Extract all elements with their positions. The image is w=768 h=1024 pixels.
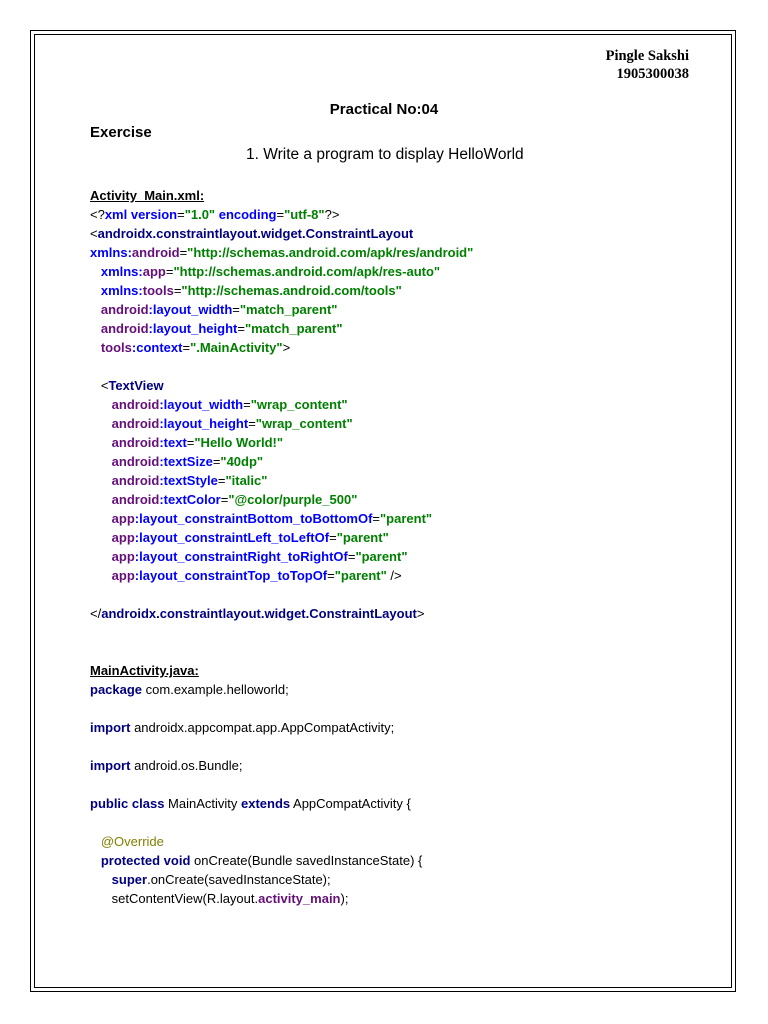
code-token: xmlns: [90, 245, 132, 260]
code-token: extends [241, 796, 291, 811]
exercise-label: Exercise [90, 124, 152, 141]
code-line [90, 224, 730, 243]
code-token: "http://schemas.android.com/tools" [181, 283, 402, 298]
code-token [90, 283, 101, 298]
code-token [90, 340, 101, 355]
code-token: public class [90, 796, 165, 811]
code-token: < [90, 378, 109, 393]
code-token: :layout_width [159, 397, 244, 412]
code-token: "wrap_content" [250, 397, 348, 412]
code-token [90, 454, 112, 469]
code-token: "utf-8" [284, 207, 325, 222]
code-token: "match_parent" [239, 302, 338, 317]
code-line [90, 813, 730, 832]
code-token: android [111, 492, 160, 507]
code-token: :layout_constraintBottom_toBottomOf [134, 511, 373, 526]
code-token: "http://schemas.android.com/apk/res-auto" [173, 264, 441, 279]
code-token: android [111, 416, 160, 431]
code-line [90, 737, 730, 756]
code-token: ?> [324, 207, 340, 222]
code-line [90, 262, 730, 281]
code-token: xml version [104, 207, 178, 222]
code-token: :textStyle [159, 473, 218, 488]
code-line [90, 547, 730, 566]
code-token: app [142, 264, 166, 279]
code-line [90, 604, 730, 623]
code-token: android [111, 473, 160, 488]
code-line [90, 585, 730, 604]
author-name: Pingle Sakshi [605, 48, 689, 64]
code-token: > [282, 340, 291, 355]
code-token [90, 530, 112, 545]
code-listing [90, 186, 730, 908]
code-token: = [237, 321, 245, 336]
code-token: xmlns: [100, 264, 143, 279]
code-line [90, 205, 730, 224]
code-token: :context [131, 340, 183, 355]
code-line [90, 300, 730, 319]
code-line [90, 832, 730, 851]
code-line [90, 718, 730, 737]
code-line [90, 851, 730, 870]
code-token: :text [159, 435, 187, 450]
code-token: "italic" [225, 473, 268, 488]
code-token: app [111, 568, 135, 583]
code-token: "parent" [334, 568, 387, 583]
code-token [90, 549, 112, 564]
code-token: android [100, 302, 149, 317]
code-line [90, 357, 730, 376]
code-token: AppCompatActivity { [290, 796, 411, 811]
code-token: = [177, 207, 185, 222]
code-token [90, 435, 112, 450]
code-token [90, 416, 112, 431]
code-token: = [232, 302, 240, 317]
code-token: = [220, 492, 229, 507]
code-token: = [347, 549, 356, 564]
code-token: app [111, 511, 135, 526]
code-token [90, 872, 112, 887]
code-token: android [131, 245, 180, 260]
code-token [90, 853, 101, 868]
code-token: androidx.constraintlayout.widget.ConstraintLayout [101, 606, 417, 621]
code-token: onCreate(Bundle savedInstanceState) { [190, 853, 423, 868]
code-token: :layout_constraintTop_toTopOf [134, 568, 328, 583]
code-token: app [111, 549, 135, 564]
code-token: = [182, 340, 191, 355]
code-token: = [276, 207, 285, 222]
code-line [90, 794, 730, 813]
code-token [90, 511, 112, 526]
code-token: protected void [100, 853, 191, 868]
code-token: tools [142, 283, 174, 298]
spacer [90, 623, 730, 642]
code-line [90, 889, 730, 908]
code-token: "wrap_content" [255, 416, 353, 431]
code-token: "@color/purple_500" [228, 492, 358, 507]
code-line [90, 414, 730, 433]
xml-code-block [90, 205, 730, 623]
code-token [90, 492, 112, 507]
task-statement: 1. Write a program to display HelloWorld [246, 146, 524, 163]
code-token: androidx.constraintlayout.widget.ConstraintLayout [97, 226, 414, 241]
code-token [90, 397, 112, 412]
code-token: "parent" [355, 549, 408, 564]
code-token: android [111, 435, 160, 450]
code-line [90, 699, 730, 718]
code-line [90, 243, 730, 262]
code-token: "match_parent" [244, 321, 343, 336]
code-token [90, 834, 101, 849]
code-token: package [90, 682, 143, 697]
code-line [90, 528, 730, 547]
code-line [90, 775, 730, 794]
code-token: setContentView(R.layout. [90, 891, 259, 906]
code-line [90, 680, 730, 699]
code-line [90, 870, 730, 889]
code-token: com.example.helloworld; [142, 682, 289, 697]
code-line [90, 452, 730, 471]
code-token: :layout_width [148, 302, 233, 317]
code-line [90, 338, 730, 357]
code-token: import [90, 758, 131, 773]
code-token: TextView [108, 378, 164, 393]
code-token [90, 321, 101, 336]
code-token [90, 473, 112, 488]
code-token: encoding [218, 207, 277, 222]
code-token: "1.0" [184, 207, 216, 222]
code-token [90, 568, 112, 583]
code-token: @Override [100, 834, 164, 849]
code-token: :textColor [159, 492, 221, 507]
code-token: = [179, 245, 188, 260]
code-token: android.os.Bundle; [130, 758, 243, 773]
author-roll-number: 1905300038 [616, 66, 689, 82]
code-token: xmlns: [100, 283, 143, 298]
code-token: /> [386, 568, 402, 583]
code-token: = [186, 435, 195, 450]
code-token [90, 264, 101, 279]
code-token: androidx.appcompat.app.AppCompatActivity; [130, 720, 395, 735]
code-token: ); [340, 891, 349, 906]
code-token: < [90, 226, 98, 241]
xml-section-heading: Activity_Main.xml: [90, 188, 205, 203]
code-token: = [173, 283, 182, 298]
code-line [90, 509, 730, 528]
code-token: app [111, 530, 135, 545]
code-token: = [243, 397, 251, 412]
code-token: = [372, 511, 380, 526]
code-token: tools [100, 340, 132, 355]
code-token: :layout_constraintLeft_toLeftOf [134, 530, 330, 545]
code-token: :textSize [159, 454, 213, 469]
code-line [90, 756, 730, 775]
code-line [90, 490, 730, 509]
author-block [606, 47, 689, 83]
java-code-block [90, 680, 730, 908]
code-token: :layout_height [159, 416, 249, 431]
java-section-heading: MainActivity.java: [90, 663, 199, 678]
code-token: = [212, 454, 221, 469]
code-line [90, 566, 730, 585]
code-token: "http://schemas.android.com/apk/res/android" [187, 245, 474, 260]
code-token: import [90, 720, 131, 735]
code-token: "Hello World!" [194, 435, 284, 450]
code-line [90, 376, 730, 395]
code-token: MainActivity [164, 796, 241, 811]
code-token: = [217, 473, 226, 488]
code-token: = [327, 568, 335, 583]
code-token: = [165, 264, 174, 279]
code-line [90, 471, 730, 490]
spacer [90, 642, 730, 661]
practical-title: Practical No:04 [329, 101, 439, 118]
code-token: "parent" [380, 511, 433, 526]
code-token: "parent" [336, 530, 389, 545]
code-token: = [248, 416, 256, 431]
code-token: :layout_constraintRight_toRightOf [134, 549, 348, 564]
code-token: super [111, 872, 148, 887]
code-token: = [329, 530, 337, 545]
code-token: .onCreate(savedInstanceState); [147, 872, 331, 887]
code-line [90, 395, 730, 414]
code-token: > [416, 606, 425, 621]
code-token: activity_main [258, 891, 341, 906]
code-token: "40dp" [220, 454, 264, 469]
code-token: android [100, 321, 149, 336]
code-token: <? [90, 207, 105, 222]
code-token: </ [90, 606, 102, 621]
code-line [90, 319, 730, 338]
code-token [90, 302, 101, 317]
code-token: android [111, 454, 160, 469]
code-line [90, 281, 730, 300]
code-token: ".MainActivity" [190, 340, 283, 355]
code-line [90, 433, 730, 452]
code-token: android [111, 397, 160, 412]
code-token: :layout_height [148, 321, 238, 336]
